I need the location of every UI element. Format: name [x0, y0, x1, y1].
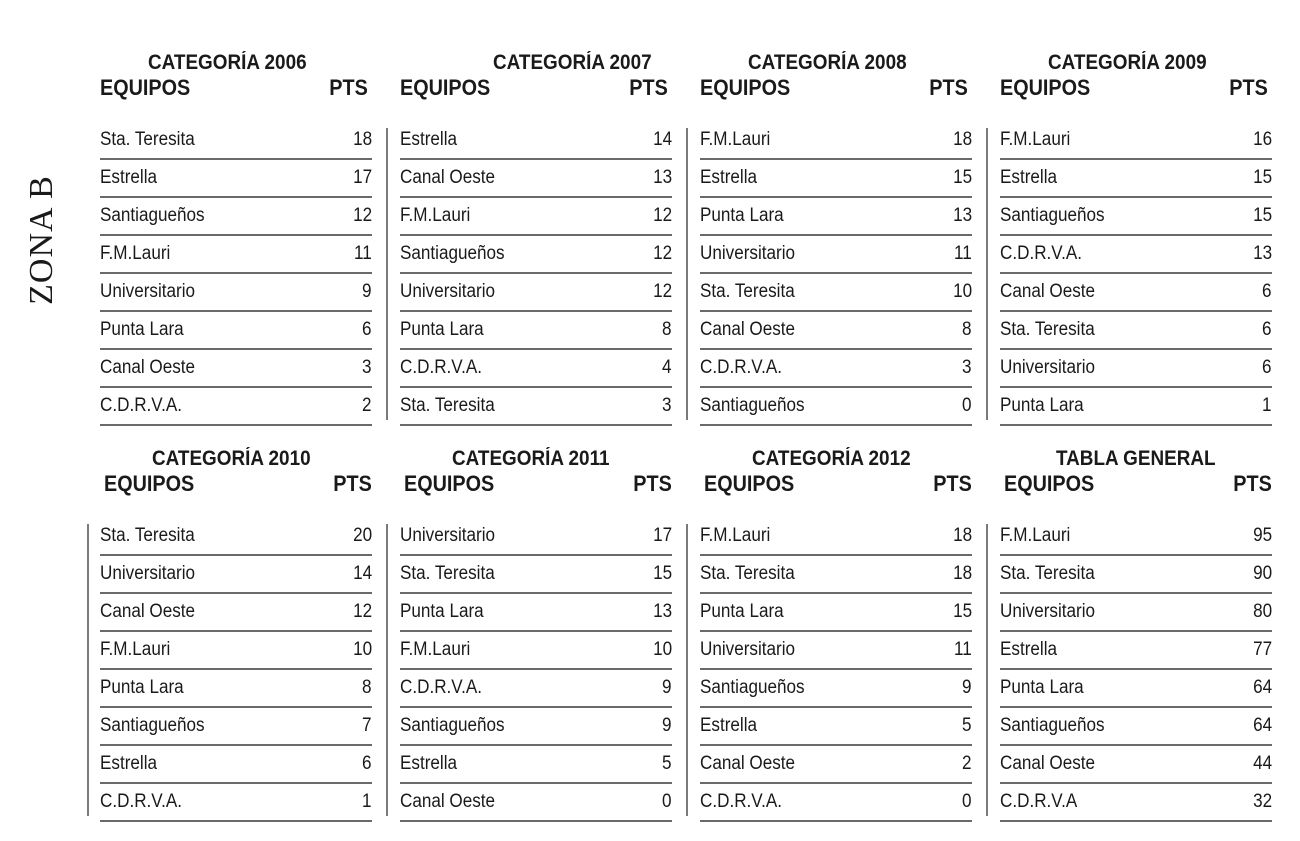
zone-label: [20, 160, 64, 320]
team-name: C.D.R.V.A.: [400, 677, 483, 698]
column-header-points: PTS: [929, 75, 968, 100]
column-header-teams: EQUIPOS: [1000, 75, 1091, 100]
team-name: Santiagueños: [1000, 715, 1105, 736]
table-title: CATEGORÍA 2011: [452, 447, 610, 470]
team-points: 9: [962, 677, 972, 698]
table-row: [400, 274, 672, 312]
table-row: [700, 594, 972, 632]
team-name: Universitario: [700, 243, 796, 264]
table-row: [700, 632, 972, 670]
table-row: [1000, 518, 1272, 556]
team-name: C.D.R.V.A.: [100, 791, 183, 812]
team-points: 3: [362, 357, 372, 378]
table-row: [400, 236, 672, 274]
table-row: [100, 556, 372, 594]
team-points: 17: [652, 525, 672, 546]
team-points: 17: [352, 167, 372, 188]
table-row: [400, 350, 672, 388]
team-name: F.M.Lauri: [400, 639, 471, 660]
team-points: 0: [662, 791, 672, 812]
table-row: [100, 784, 372, 822]
team-name: Estrella: [100, 167, 158, 188]
table-rows: [400, 518, 672, 822]
team-name: C.D.R.V.A: [1000, 791, 1078, 812]
table-row: [400, 518, 672, 556]
team-points: 90: [1252, 563, 1272, 584]
team-points: 6: [362, 753, 372, 774]
team-points: 18: [952, 129, 972, 150]
team-points: 32: [1252, 791, 1272, 812]
column-header-points: PTS: [933, 471, 972, 496]
column-divider: [386, 128, 388, 420]
team-points: 20: [352, 525, 372, 546]
team-points: 11: [354, 243, 372, 264]
team-name: Punta Lara: [100, 319, 184, 340]
team-name: C.D.R.V.A.: [400, 357, 483, 378]
team-name: Canal Oeste: [100, 357, 196, 378]
team-points: 8: [362, 677, 372, 698]
table-row: [700, 670, 972, 708]
team-points: 2: [362, 395, 372, 416]
team-name: Punta Lara: [700, 601, 784, 622]
table-row: [100, 388, 372, 426]
table-row: [1000, 594, 1272, 632]
column-header-teams: EQUIPOS: [1004, 471, 1095, 496]
table-row: [1000, 236, 1272, 274]
team-name: Estrella: [1000, 639, 1058, 660]
team-name: C.D.R.V.A.: [700, 791, 783, 812]
column-header-teams: EQUIPOS: [400, 75, 491, 100]
table-rows: [1000, 122, 1272, 426]
table-row: [1000, 312, 1272, 350]
table-row: [700, 746, 972, 784]
table-row: [700, 708, 972, 746]
team-name: Punta Lara: [400, 601, 484, 622]
team-name: Estrella: [1000, 167, 1058, 188]
team-name: F.M.Lauri: [100, 639, 171, 660]
team-points: 0: [962, 791, 972, 812]
table-rows: [1000, 518, 1272, 822]
table-rows: [100, 122, 372, 426]
table-title: CATEGORÍA 2009: [1048, 51, 1207, 74]
column-divider: [686, 524, 688, 816]
table-row: [700, 122, 972, 160]
table-row: [1000, 784, 1272, 822]
team-name: Sta. Teresita: [400, 563, 495, 584]
table-row: [100, 236, 372, 274]
table-row: [1000, 122, 1272, 160]
team-name: Sta. Teresita: [1000, 563, 1095, 584]
team-name: Estrella: [700, 715, 758, 736]
table-row: [100, 198, 372, 236]
column-header-points: PTS: [1233, 471, 1272, 496]
team-name: Universitario: [400, 525, 496, 546]
table-row: [700, 518, 972, 556]
team-name: Sta. Teresita: [700, 563, 795, 584]
team-name: Canal Oeste: [400, 167, 496, 188]
table-row: [700, 236, 972, 274]
team-points: 9: [662, 715, 672, 736]
team-points: 64: [1252, 677, 1272, 698]
team-name: Sta. Teresita: [700, 281, 795, 302]
table-title: CATEGORÍA 2008: [748, 51, 907, 74]
team-name: Estrella: [700, 167, 758, 188]
team-name: F.M.Lauri: [100, 243, 171, 264]
table-title: TABLA GENERAL: [1056, 447, 1216, 470]
team-points: 18: [952, 563, 972, 584]
team-name: Canal Oeste: [700, 319, 796, 340]
table-row: [1000, 632, 1272, 670]
team-points: 77: [1252, 639, 1272, 660]
team-name: C.D.R.V.A.: [1000, 243, 1083, 264]
team-points: 1: [362, 791, 372, 812]
team-name: Santiagueños: [700, 395, 805, 416]
column-divider: [386, 524, 388, 816]
team-points: 15: [952, 601, 972, 622]
team-name: Universitario: [700, 639, 796, 660]
team-name: Punta Lara: [1000, 395, 1084, 416]
table-row: [100, 160, 372, 198]
team-name: Sta. Teresita: [1000, 319, 1095, 340]
table-row: [100, 632, 372, 670]
table-row: [400, 632, 672, 670]
table-row: [700, 556, 972, 594]
team-points: 12: [652, 243, 672, 264]
table-row: [100, 708, 372, 746]
table-row: [700, 198, 972, 236]
table-row: [400, 708, 672, 746]
table-title: CATEGORÍA 2006: [148, 51, 307, 74]
column-header-teams: EQUIPOS: [104, 471, 195, 496]
column-divider: [986, 128, 988, 420]
zone-label-text: ZONA B: [23, 175, 61, 305]
table-row: [700, 388, 972, 426]
team-name: Estrella: [400, 753, 458, 774]
team-name: Punta Lara: [100, 677, 184, 698]
table-rows: [400, 122, 672, 426]
team-points: 15: [1252, 167, 1272, 188]
column-header-teams: EQUIPOS: [404, 471, 495, 496]
team-points: 8: [962, 319, 972, 340]
team-points: 2: [962, 753, 972, 774]
team-points: 44: [1252, 753, 1272, 774]
team-points: 14: [352, 563, 372, 584]
column-header-points: PTS: [1229, 75, 1268, 100]
team-name: Canal Oeste: [400, 791, 496, 812]
team-points: 0: [962, 395, 972, 416]
table-row: [400, 746, 672, 784]
table-row: [100, 312, 372, 350]
team-points: 4: [662, 357, 672, 378]
table-row: [1000, 388, 1272, 426]
table-row: [700, 312, 972, 350]
table-rows: [700, 122, 972, 426]
team-points: 1: [1262, 395, 1272, 416]
team-points: 14: [652, 129, 672, 150]
table-row: [1000, 160, 1272, 198]
column-header-points: PTS: [629, 75, 668, 100]
column-header-points: PTS: [333, 471, 372, 496]
team-name: Universitario: [100, 563, 196, 584]
table-row: [100, 350, 372, 388]
team-name: Sta. Teresita: [100, 129, 195, 150]
table-row: [400, 594, 672, 632]
table-row: [400, 670, 672, 708]
team-name: Universitario: [1000, 357, 1096, 378]
team-points: 15: [652, 563, 672, 584]
table-row: [700, 784, 972, 822]
team-points: 95: [1252, 525, 1272, 546]
team-name: Estrella: [400, 129, 458, 150]
team-name: C.D.R.V.A.: [700, 357, 783, 378]
team-name: Canal Oeste: [100, 601, 196, 622]
team-name: Santiagueños: [100, 205, 205, 226]
team-points: 9: [362, 281, 372, 302]
team-points: 10: [952, 281, 972, 302]
team-points: 6: [362, 319, 372, 340]
team-name: Sta. Teresita: [400, 395, 495, 416]
table-row: [700, 274, 972, 312]
team-points: 6: [1262, 281, 1272, 302]
table-rows: [100, 518, 372, 822]
table-rows: [700, 518, 972, 822]
team-points: 3: [962, 357, 972, 378]
team-points: 9: [662, 677, 672, 698]
table-row: [400, 784, 672, 822]
team-points: 10: [352, 639, 372, 660]
table-row: [1000, 556, 1272, 594]
team-name: Santiagueños: [400, 243, 505, 264]
column-header-teams: EQUIPOS: [100, 75, 191, 100]
table-row: [1000, 198, 1272, 236]
team-name: Canal Oeste: [700, 753, 796, 774]
team-name: Santiagueños: [100, 715, 205, 736]
table-title: CATEGORÍA 2012: [752, 447, 911, 470]
table-row: [400, 388, 672, 426]
table-row: [1000, 708, 1272, 746]
column-header-points: PTS: [633, 471, 672, 496]
team-name: Estrella: [100, 753, 158, 774]
team-points: 13: [952, 205, 972, 226]
column-header-teams: EQUIPOS: [700, 75, 791, 100]
team-points: 7: [362, 715, 372, 736]
team-name: Punta Lara: [700, 205, 784, 226]
team-name: F.M.Lauri: [700, 129, 771, 150]
table-row: [400, 198, 672, 236]
team-name: F.M.Lauri: [1000, 129, 1071, 150]
team-name: F.M.Lauri: [700, 525, 771, 546]
team-points: 11: [954, 243, 972, 264]
team-points: 6: [1262, 357, 1272, 378]
team-name: C.D.R.V.A.: [100, 395, 183, 416]
table-row: [100, 122, 372, 160]
column-divider: [986, 524, 988, 816]
team-points: 12: [352, 205, 372, 226]
team-points: 11: [954, 639, 972, 660]
team-points: 5: [962, 715, 972, 736]
team-points: 64: [1252, 715, 1272, 736]
team-points: 12: [352, 601, 372, 622]
team-name: F.M.Lauri: [1000, 525, 1071, 546]
team-points: 13: [652, 167, 672, 188]
table-row: [400, 122, 672, 160]
table-row: [100, 274, 372, 312]
team-name: Canal Oeste: [1000, 281, 1096, 302]
table-row: [1000, 670, 1272, 708]
team-points: 18: [352, 129, 372, 150]
table-row: [100, 594, 372, 632]
table-row: [400, 160, 672, 198]
team-name: Punta Lara: [400, 319, 484, 340]
team-name: Canal Oeste: [1000, 753, 1096, 774]
table-row: [700, 350, 972, 388]
team-name: Sta. Teresita: [100, 525, 195, 546]
table-row: [100, 518, 372, 556]
table-row: [100, 746, 372, 784]
table-row: [400, 312, 672, 350]
team-points: 80: [1252, 601, 1272, 622]
team-points: 3: [662, 395, 672, 416]
team-points: 13: [1252, 243, 1272, 264]
team-name: Universitario: [100, 281, 196, 302]
team-points: 12: [652, 281, 672, 302]
table-row: [100, 670, 372, 708]
team-name: Santiagueños: [700, 677, 805, 698]
team-points: 10: [652, 639, 672, 660]
column-header-teams: EQUIPOS: [704, 471, 795, 496]
team-name: Santiagueños: [1000, 205, 1105, 226]
column-header-points: PTS: [329, 75, 368, 100]
team-points: 8: [662, 319, 672, 340]
team-points: 18: [952, 525, 972, 546]
team-name: Santiagueños: [400, 715, 505, 736]
column-divider: [686, 128, 688, 420]
team-points: 12: [652, 205, 672, 226]
table-title: CATEGORÍA 2010: [152, 447, 311, 470]
team-points: 16: [1252, 129, 1272, 150]
team-name: F.M.Lauri: [400, 205, 471, 226]
table-row: [700, 160, 972, 198]
column-divider: [87, 524, 89, 816]
table-row: [1000, 274, 1272, 312]
team-name: Universitario: [1000, 601, 1096, 622]
team-name: Universitario: [400, 281, 496, 302]
team-points: 13: [652, 601, 672, 622]
team-points: 5: [662, 753, 672, 774]
team-points: 15: [1252, 205, 1272, 226]
team-points: 15: [952, 167, 972, 188]
team-name: Punta Lara: [1000, 677, 1084, 698]
table-row: [400, 556, 672, 594]
table-row: [1000, 746, 1272, 784]
team-points: 6: [1262, 319, 1272, 340]
table-row: [1000, 350, 1272, 388]
table-title: CATEGORÍA 2007: [493, 51, 652, 74]
